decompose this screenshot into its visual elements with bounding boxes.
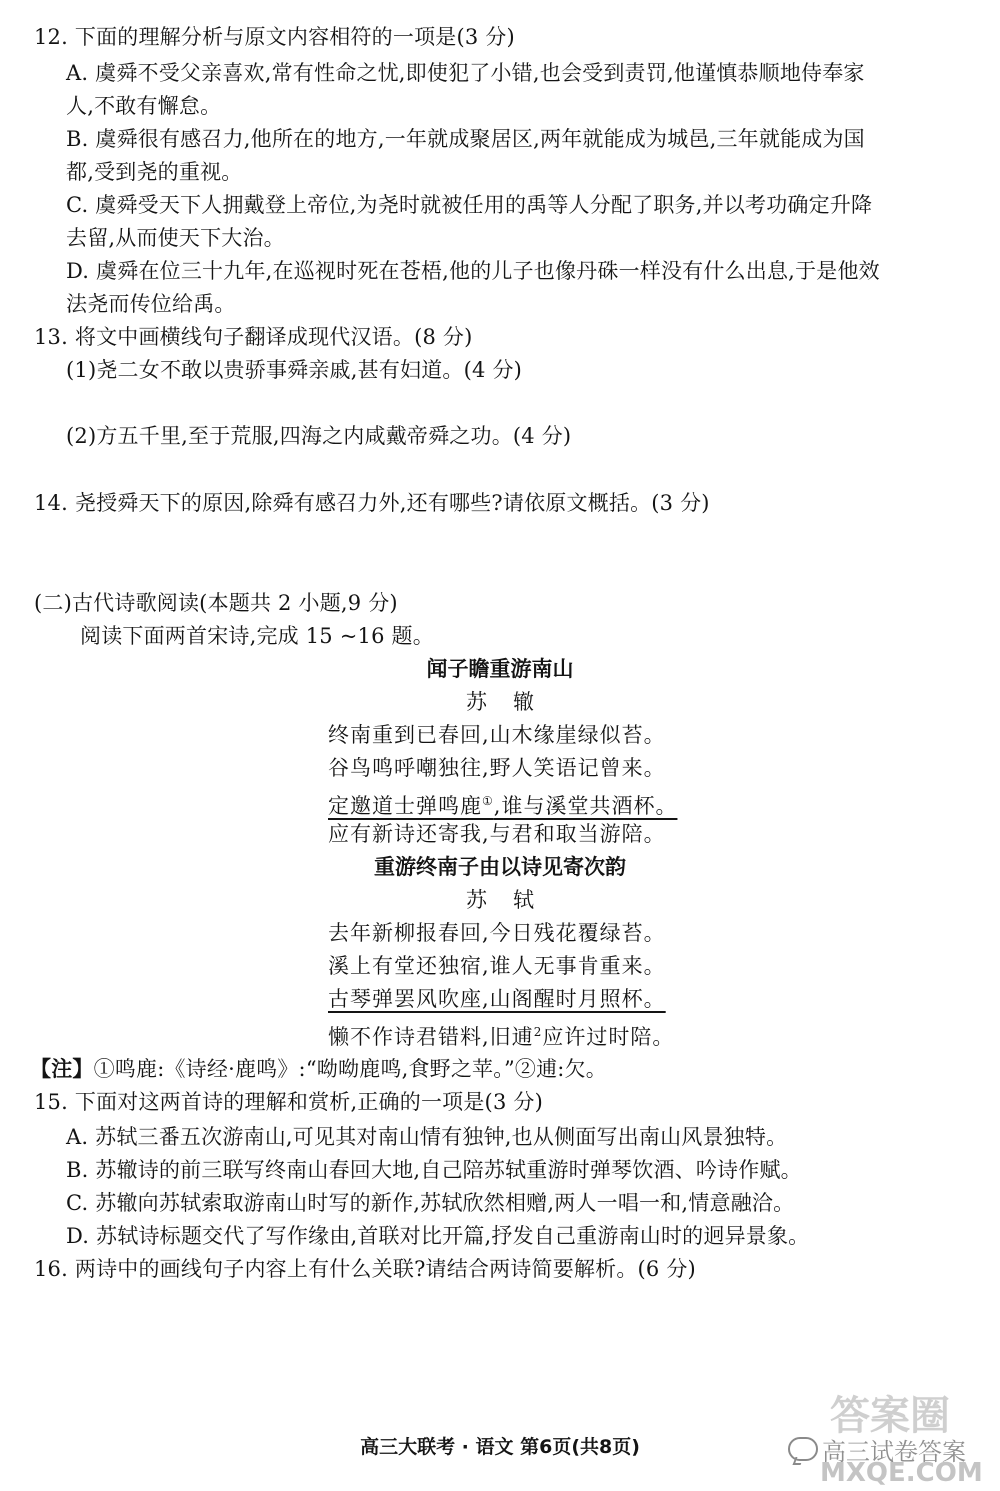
q12-option-c-cont: 去留,从而使天下大治。	[66, 226, 285, 250]
q16-stem: 16. 两诗中的画线句子内容上有什么关联?请结合两诗简要解析。(6 分)	[34, 1257, 696, 1281]
q12-stem: 12. 下面的理解分析与原文内容相符的一项是(3 分)	[34, 25, 515, 49]
poem1-line-3b: ,谁与溪堂共酒杯。	[493, 794, 678, 818]
watermark-logo: 答案圈	[830, 1393, 950, 1439]
page-footer: 高三大联考 · 语文 第6页(共8页)	[360, 1436, 640, 1458]
poem1-line-1: 终南重到已春回,山木缘崖绿似苔。	[328, 723, 666, 747]
q12-option-d: D. 虞舜在位三十九年,在巡视时死在苍梧,他的儿子也像丹硃一样没有什么出息,于是他效	[66, 259, 880, 283]
poem1-author: 苏辙	[466, 690, 560, 714]
q15-option-c: C. 苏辙向苏轼索取游南山时写的新作,苏轼欣然相赠,两人一唱一和,情意融洽。	[66, 1191, 795, 1215]
poem2-author: 苏轼	[466, 888, 560, 912]
q12-option-a: A. 虞舜不受父亲喜欢,常有性命之忧,即使犯了小错,也会受到责罚,他谨慎恭顺地侍奉家	[66, 61, 865, 85]
section-instruction: 阅读下面两首宋诗,完成 15 ~16 题。	[80, 624, 434, 648]
q15-option-d: D. 苏轼诗标题交代了写作缘由,首联对比开篇,抒发自己重游南山时的迥异景象。	[66, 1224, 810, 1248]
q13-stem: 13. 将文中画横线句子翻译成现代汉语。(8 分)	[34, 325, 473, 349]
q12-option-a-cont: 人,不敢有懈怠。	[66, 94, 222, 118]
poem1-line-4: 应有新诗还寄我,与君和取当游陪。	[328, 822, 666, 846]
q15-option-a: A. 苏轼三番五次游南山,可见其对南山情有独钟,也从侧面写出南山风景独特。	[66, 1125, 788, 1149]
q14-stem: 14. 尧授舜天下的原因,除舜有感召力外,还有哪些?请依原文概括。(3 分)	[34, 491, 710, 515]
poem2-line-2: 溪上有堂还独宿,谁人无事肯重来。	[328, 954, 666, 978]
poem2-title: 重游终南子由以诗见寄次韵	[374, 855, 626, 879]
q15-stem: 15. 下面对这两首诗的理解和赏析,正确的一项是(3 分)	[34, 1090, 543, 1114]
q12-option-d-cont: 法尧而传位给禹。	[66, 292, 236, 316]
poem2-line-4	[328, 1017, 674, 1052]
watermark-site: MXQE.COM	[820, 1458, 983, 1488]
q12-option-b-cont: 都,受到尧的重视。	[66, 160, 243, 184]
q12-option-b: B. 虞舜很有感召力,他所在的地方,一年就成聚居区,两年就能成为城邑,三年就能成为国	[66, 127, 865, 151]
poem2-line-1: 去年新柳报春回,今日残花覆绿苔。	[328, 921, 666, 945]
poem2-line-4a: 懒不作诗君错料,旧逋	[328, 1025, 534, 1049]
watermark-account: 高三试卷答案	[822, 1438, 966, 1466]
section-heading: (二)古代诗歌阅读(本题共 2 小题,9 分)	[34, 591, 398, 615]
note-marker-1: ①	[482, 794, 494, 808]
poem1-title: 闻子瞻重游南山	[426, 657, 574, 681]
poem1-line-3a: 定邀道士弹鸣鹿	[328, 794, 482, 818]
wechat-icon	[788, 1437, 818, 1461]
poem-note	[30, 1054, 607, 1084]
note-marker-2: 2	[533, 1025, 543, 1039]
note-text: ①鸣鹿:《诗经·鹿鸣》:“呦呦鹿鸣,食野之苹。”②逋:欠。	[93, 1057, 607, 1081]
poem2-line-3-underlined: 古琴弹罢风吹座,山阁醒时月照杯。	[328, 987, 666, 1011]
poem1-line-2: 谷鸟鸣呼嘲独往,野人笑语记曾来。	[328, 756, 666, 780]
q12-option-c: C. 虞舜受天下人拥戴登上帝位,为尧时就被任用的禹等人分配了职务,并以考功确定升降	[66, 193, 873, 217]
poem2-line-4b: 应许过时陪。	[542, 1025, 675, 1049]
poem1-line-3-underlined	[328, 786, 677, 821]
q13-sentence-2: (2)方五千里,至于荒服,四海之内咸戴帝舜之功。(4 分)	[66, 424, 572, 448]
q13-sentence-1: (1)尧二女不敢以贵骄事舜亲戚,甚有妇道。(4 分)	[66, 358, 523, 382]
note-label: 【注】	[30, 1057, 94, 1081]
q15-option-b: B. 苏辙诗的前三联写终南山春回大地,自己陪苏轼重游时弹琴饮酒、吟诗作赋。	[66, 1158, 802, 1182]
